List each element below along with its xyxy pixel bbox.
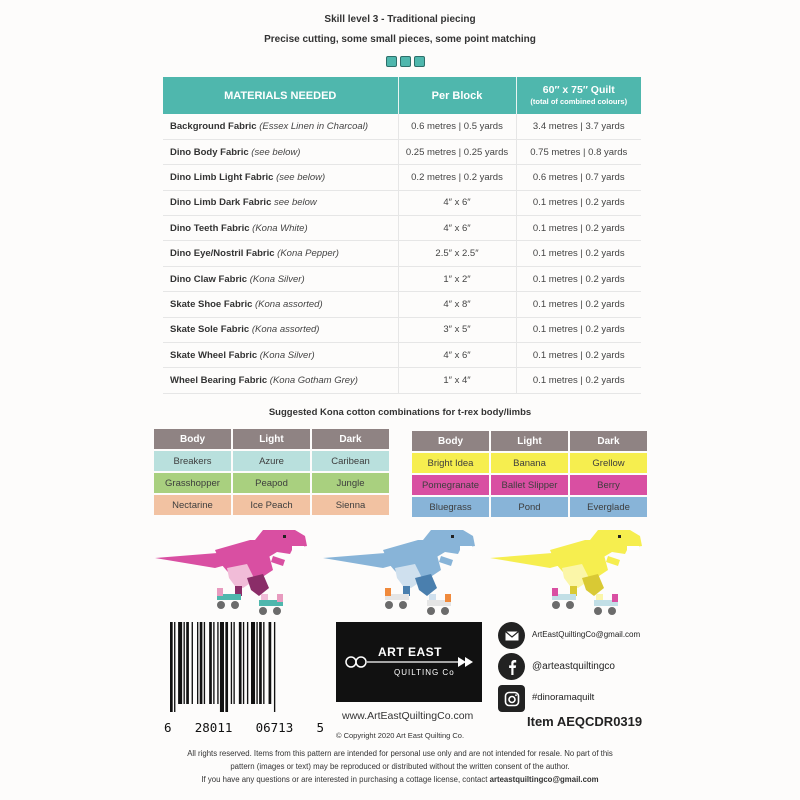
barcode-bar — [174, 622, 175, 712]
quilt-cell: 0.1 metres | 0.2 yards — [516, 190, 641, 215]
website-link[interactable]: www.ArtEastQuiltingCo.com — [342, 710, 474, 722]
materials-row — [163, 114, 641, 139]
materials-row — [163, 317, 641, 342]
quilt-cell: 0.1 metres | 0.2 yards — [516, 317, 641, 342]
barcode-bar — [274, 622, 275, 712]
combinations-title: Suggested Kona cotton combinations for t-rex body/limbs — [268, 407, 532, 418]
quilt-size-label: 60″ x 75″ Quilt — [542, 83, 615, 96]
combo-cell: Bright Idea — [412, 453, 489, 473]
dino-arm — [439, 556, 453, 566]
combo-cell: Pond — [491, 497, 568, 517]
dino-leg-dark — [415, 574, 437, 596]
material-name: Dino Limb Dark Fabric — [170, 197, 272, 209]
material-name-cell — [163, 317, 398, 342]
barcode-bar — [197, 622, 198, 704]
combo-header-cell: Body — [412, 431, 489, 451]
instagram-icon — [498, 685, 525, 712]
material-note: see below — [271, 197, 317, 209]
skate-wheel-2 — [231, 601, 239, 609]
fine-print-line-1: All rights reserved. Items from this pattern are intended for personal use only and are not intended for resale. No part of this — [187, 749, 613, 758]
barcode-bar — [178, 622, 182, 704]
barcode-bar — [233, 622, 234, 704]
fine-print-line-3 — [165, 773, 635, 786]
materials-row — [163, 266, 641, 291]
dino-illustration-yellow — [490, 530, 660, 615]
combo-header-row — [412, 431, 647, 451]
material-note: (Kona Gotham Grey) — [267, 375, 358, 387]
material-name: Dino Eye/Nostril Fabric — [170, 248, 275, 260]
per-block-cell: 0.2 metres | 0.2 yards — [398, 165, 516, 190]
material-name: Skate Shoe Fabric — [170, 298, 253, 310]
material-name: Dino Limb Light Fabric — [170, 171, 274, 183]
dino-shin-2 — [429, 594, 436, 600]
materials-row — [163, 343, 641, 368]
quilt-cell: 0.75 metres | 0.8 yards — [516, 139, 641, 164]
materials-row — [163, 292, 641, 317]
barcode-bar — [209, 622, 212, 704]
per-block-cell: 4″ x 6″ — [398, 343, 516, 368]
barcode-digit-2: 28011 — [194, 720, 233, 735]
material-name-cell — [163, 292, 398, 317]
combo-row — [154, 451, 389, 471]
barcode-bar — [239, 622, 242, 704]
facebook-handle[interactable]: @arteastquiltingco — [532, 661, 615, 672]
combo-cell: Sienna — [312, 495, 389, 515]
contact-email[interactable]: arteastquiltingco@gmail.com — [489, 775, 599, 784]
skate-wheel-3 — [427, 607, 435, 615]
combo-cell: Ice Peach — [233, 495, 310, 515]
combo-row — [412, 475, 647, 495]
quilt-cell: 0.1 metres | 0.2 yards — [516, 343, 641, 368]
material-name: Wheel Bearing Fabric — [170, 375, 268, 387]
combo-header-cell: Body — [154, 429, 231, 449]
barcode-bar — [247, 622, 248, 704]
barcode-bar — [170, 622, 173, 712]
dino-eye — [618, 535, 621, 538]
skate-wheel-3 — [594, 607, 602, 615]
email-icon — [498, 622, 525, 649]
skate-heel-2 — [445, 594, 451, 602]
skate-wheel-4 — [273, 607, 281, 615]
per-block-cell: 2.5″ x 2.5″ — [398, 241, 516, 266]
fine-print — [165, 747, 635, 786]
materials-row — [163, 368, 641, 393]
combo-cell: Peapod — [233, 473, 310, 493]
barcode-bar — [220, 622, 224, 712]
combo-header-cell: Dark — [312, 429, 389, 449]
item-code: Item AEQCDR0319 — [527, 714, 643, 729]
material-note: (Kona Silver) — [257, 349, 315, 361]
combo-cell: Breakers — [154, 451, 231, 471]
material-note: (Kona White) — [249, 222, 308, 234]
skate-heel-2 — [612, 594, 618, 602]
dino-illustration-pink — [155, 530, 325, 615]
materials-row — [163, 190, 641, 215]
combo-cell: Bluegrass — [412, 497, 489, 517]
material-name: Skate Wheel Fabric — [170, 349, 258, 361]
combo-cell: Everglade — [570, 497, 647, 517]
per-block-cell: 4″ x 6″ — [398, 190, 516, 215]
dino-shin-2 — [596, 594, 603, 600]
barcode-bar — [231, 622, 232, 704]
barcode-bar — [204, 622, 205, 704]
fine-print-line-2: pattern (images or text) may be reproduced or distributed without the written consent of the author. — [230, 762, 570, 771]
combo-cell: Azure — [233, 451, 310, 471]
material-name: Dino Body Fabric — [170, 146, 249, 158]
material-note: (Essex Linen in Charcoal) — [256, 120, 368, 132]
barcode-digit-3: 06713 — [255, 720, 294, 735]
material-note: (Kona assorted) — [249, 324, 320, 336]
dino-shin-2 — [261, 594, 268, 600]
logo-subtitle: QUILTING Co — [394, 668, 455, 677]
combo-header-cell: Dark — [570, 431, 647, 451]
quilt-header — [516, 77, 641, 114]
barcode-bar — [259, 622, 262, 704]
quilt-cell: 0.6 metres | 0.7 yards — [516, 165, 641, 190]
material-note: (see below) — [248, 146, 301, 158]
material-note: (Kona assorted) — [252, 298, 323, 310]
per-block-cell: 1″ x 2″ — [398, 266, 516, 291]
material-name: Skate Sole Fabric — [170, 324, 250, 336]
dino-teeth — [292, 546, 304, 550]
skate-wheel-3 — [259, 607, 267, 615]
per-block-cell: 4″ x 6″ — [398, 216, 516, 241]
barcode-bar — [217, 622, 218, 704]
combinations-table-right — [410, 429, 649, 519]
material-name-cell — [163, 266, 398, 291]
material-note: (see below) — [273, 171, 326, 183]
quilt-cell: 0.1 metres | 0.2 yards — [516, 266, 641, 291]
barcode-bar — [200, 622, 203, 704]
quilt-cell: 0.1 metres | 0.2 yards — [516, 368, 641, 393]
combo-row — [154, 495, 389, 515]
material-name-cell — [163, 241, 398, 266]
combo-cell: Nectarine — [154, 495, 231, 515]
dino-illustration-blue — [323, 530, 493, 615]
logo-title: ART EAST — [378, 645, 442, 659]
combo-header-cell: Light — [491, 431, 568, 451]
dino-leg-dark — [247, 574, 269, 596]
barcode-bar — [192, 622, 193, 704]
combo-cell: Grellow — [570, 453, 647, 473]
skate-wheel-4 — [608, 607, 616, 615]
combo-header-cell: Light — [233, 429, 310, 449]
skate-heel-1 — [217, 588, 223, 596]
combo-cell: Jungle — [312, 473, 389, 493]
dino-teeth — [460, 546, 472, 550]
dino-eye — [451, 535, 454, 538]
combo-cell: Ballet Slipper — [491, 475, 568, 495]
combo-header-row — [154, 429, 389, 449]
fine-print-contact-text: If you have any questions or are interested in purchasing a cottage license, contact — [201, 775, 488, 784]
combo-cell: Pomegranate — [412, 475, 489, 495]
per-block-cell: 0.25 metres | 0.25 yards — [398, 139, 516, 164]
material-name: Background Fabric — [170, 120, 257, 132]
dino-teeth — [627, 546, 639, 550]
material-name-cell — [163, 114, 398, 139]
quilt-cell: 0.1 metres | 0.2 yards — [516, 241, 641, 266]
per-block-cell: 0.6 metres | 0.5 yards — [398, 114, 516, 139]
skate-wheel-1 — [217, 601, 225, 609]
materials-row — [163, 165, 641, 190]
skate-wheel-2 — [566, 601, 574, 609]
barcode-bar — [251, 622, 255, 704]
skate-wheel-4 — [441, 607, 449, 615]
copyright: © Copyright 2020 Art East Quilting Co. — [335, 731, 465, 740]
skate-heel-1 — [552, 588, 558, 596]
barcode — [168, 622, 318, 712]
materials-row — [163, 216, 641, 241]
combo-row — [154, 473, 389, 493]
skill-level: Skill level 3 - Traditional piecing — [324, 14, 476, 25]
barcode-bar — [213, 622, 214, 704]
combo-cell: Banana — [491, 453, 568, 473]
barcode-bar — [263, 622, 264, 704]
material-name-cell — [163, 343, 398, 368]
combinations-table-left — [152, 427, 391, 517]
dino-arm — [271, 556, 285, 566]
materials-header: MATERIALS NEEDED — [163, 77, 398, 114]
barcode-digit-4: 5 — [316, 720, 324, 735]
per-block-cell: 1″ x 4″ — [398, 368, 516, 393]
materials-rows — [163, 114, 641, 393]
per-block-header: Per Block — [398, 77, 516, 114]
material-name-cell — [163, 190, 398, 215]
material-note: (Kona Pepper) — [274, 248, 339, 260]
material-name-cell — [163, 368, 398, 393]
barcode-bar — [186, 622, 189, 704]
combo-row — [412, 497, 647, 517]
material-name-cell — [163, 216, 398, 241]
material-name-cell — [163, 139, 398, 164]
barcode-bar — [225, 622, 228, 712]
barcode-digit-1: 6 — [164, 720, 172, 735]
material-note: (Kona Silver) — [247, 273, 305, 285]
material-name: Dino Teeth Fabric — [170, 222, 250, 234]
skill-description: Precise cutting, some small pieces, some point matching — [264, 34, 536, 45]
dino-leg-dark — [582, 574, 604, 596]
quilt-size-note: (total of combined colours) — [530, 96, 628, 106]
email-address[interactable]: ArtEastQuiltingCo@gmail.com — [532, 630, 641, 639]
skill-box-1 — [386, 56, 397, 67]
dino-arm — [606, 556, 620, 566]
materials-row — [163, 241, 641, 266]
skill-level-indicator — [386, 56, 425, 67]
material-name-cell — [163, 165, 398, 190]
per-block-cell: 4″ x 8″ — [398, 292, 516, 317]
material-name: Dino Claw Fabric — [170, 273, 248, 285]
quilt-cell: 0.1 metres | 0.2 yards — [516, 216, 641, 241]
combo-cell: Grasshopper — [154, 473, 231, 493]
combo-row — [412, 453, 647, 473]
skate-wheel-1 — [385, 601, 393, 609]
materials-table — [163, 77, 641, 394]
skill-box-3 — [414, 56, 425, 67]
barcode-bar — [256, 622, 257, 704]
skate-heel-2 — [277, 594, 283, 602]
combo-cell: Berry — [570, 475, 647, 495]
instagram-hashtag[interactable]: #dinoramaquilt — [532, 692, 595, 703]
skate-wheel-1 — [552, 601, 560, 609]
barcode-bar — [243, 622, 244, 704]
skate-heel-1 — [385, 588, 391, 596]
per-block-cell: 3″ x 5″ — [398, 317, 516, 342]
skate-wheel-2 — [399, 601, 407, 609]
skill-box-2 — [400, 56, 411, 67]
quilt-cell: 0.1 metres | 0.2 yards — [516, 292, 641, 317]
barcode-bar — [184, 622, 185, 704]
facebook-icon — [498, 653, 525, 680]
combo-cell: Caribean — [312, 451, 389, 471]
quilt-cell: 3.4 metres | 3.7 yards — [516, 114, 641, 139]
materials-row — [163, 139, 641, 164]
art-east-logo — [336, 622, 482, 702]
barcode-bar — [269, 622, 272, 704]
dino-eye — [283, 535, 286, 538]
